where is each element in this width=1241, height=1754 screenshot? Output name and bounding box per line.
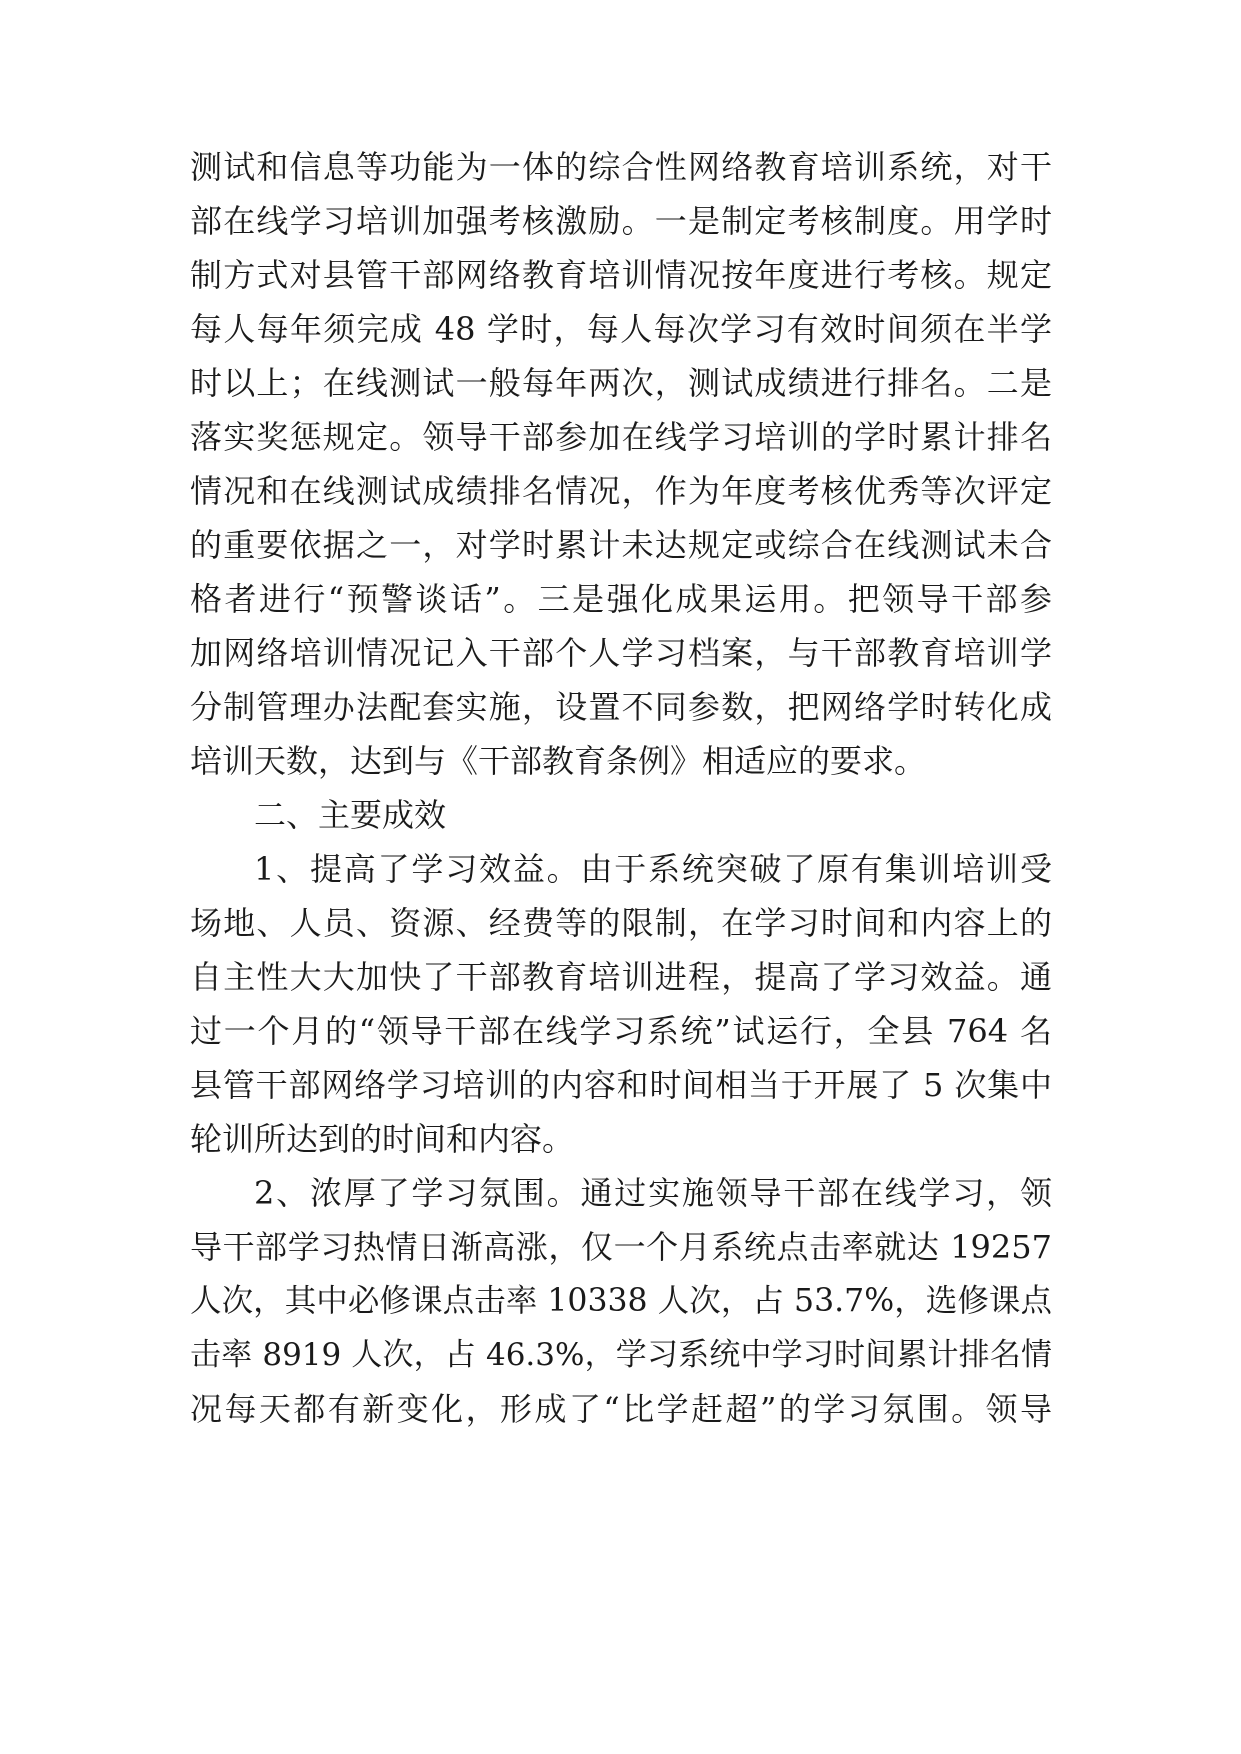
text-line: 二、主要成效 — [254, 796, 447, 834]
document-body — [190, 140, 1052, 1436]
text-line: 导干部学习热情日渐高涨，仅一个月系统点击率就达 19257 — [190, 1228, 1052, 1266]
text-line: 的重要依据之一，对学时累计未达规定或综合在线测试未合 — [190, 526, 1052, 564]
text-line: 时以上；在线测试一般每年两次，测试成绩进行排名。二是 — [190, 364, 1052, 402]
text-line: 击率 8919 人次，占 46.3%，学习系统中学习时间累计排名情 — [190, 1337, 1052, 1373]
text-line: 格者进行“预警谈话”。三是强化成果运用。把领导干部参 — [190, 580, 1052, 618]
text-line: 加网络培训情况记入干部个人学习档案，与干部教育培训学 — [190, 634, 1052, 672]
text-line: 落实奖惩规定。领导干部参加在线学习培训的学时累计排名 — [190, 418, 1052, 456]
text-line: 培训天数，达到与《干部教育条例》相适应的要求。 — [190, 742, 927, 780]
text-line: 制方式对县管干部网络教育培训情况按年度进行考核。规定 — [190, 256, 1052, 294]
text-line: 测试和信息等功能为一体的综合性网络教育培训系统，对干 — [190, 148, 1052, 186]
text-line: 人次，其中必修课点击率 10338 人次，占 53.7%，选修课点 — [190, 1283, 1052, 1319]
text-line: 每人每年须完成 48 学时，每人每次学习有效时间须在半学 — [190, 310, 1052, 348]
text-line: 分制管理办法配套实施，设置不同参数，把网络学时转化成 — [190, 688, 1052, 726]
text-line: 情况和在线测试成绩排名情况，作为年度考核优秀等次评定 — [190, 472, 1052, 510]
text-line: 部在线学习培训加强考核激励。一是制定考核制度。用学时 — [190, 202, 1052, 240]
text-line: 况每天都有新变化，形成了“比学赶超”的学习氛围。领导 — [190, 1390, 1052, 1428]
text-line: 1、提高了学习效益。由于系统突破了原有集训培训受 — [254, 850, 1052, 888]
text-line: 场地、人员、资源、经费等的限制，在学习时间和内容上的 — [190, 904, 1052, 942]
text-line: 2、浓厚了学习氛围。通过实施领导干部在线学习，领 — [254, 1174, 1052, 1212]
text-line: 过一个月的“领导干部在线学习系统”试运行，全县 764 名 — [190, 1012, 1052, 1050]
text-line: 自主性大大加快了干部教育培训进程，提高了学习效益。通 — [190, 958, 1052, 996]
text-line: 县管干部网络学习培训的内容和时间相当于开展了 5 次集中 — [190, 1066, 1052, 1104]
text-line: 轮训所达到的时间和内容。 — [190, 1120, 575, 1158]
